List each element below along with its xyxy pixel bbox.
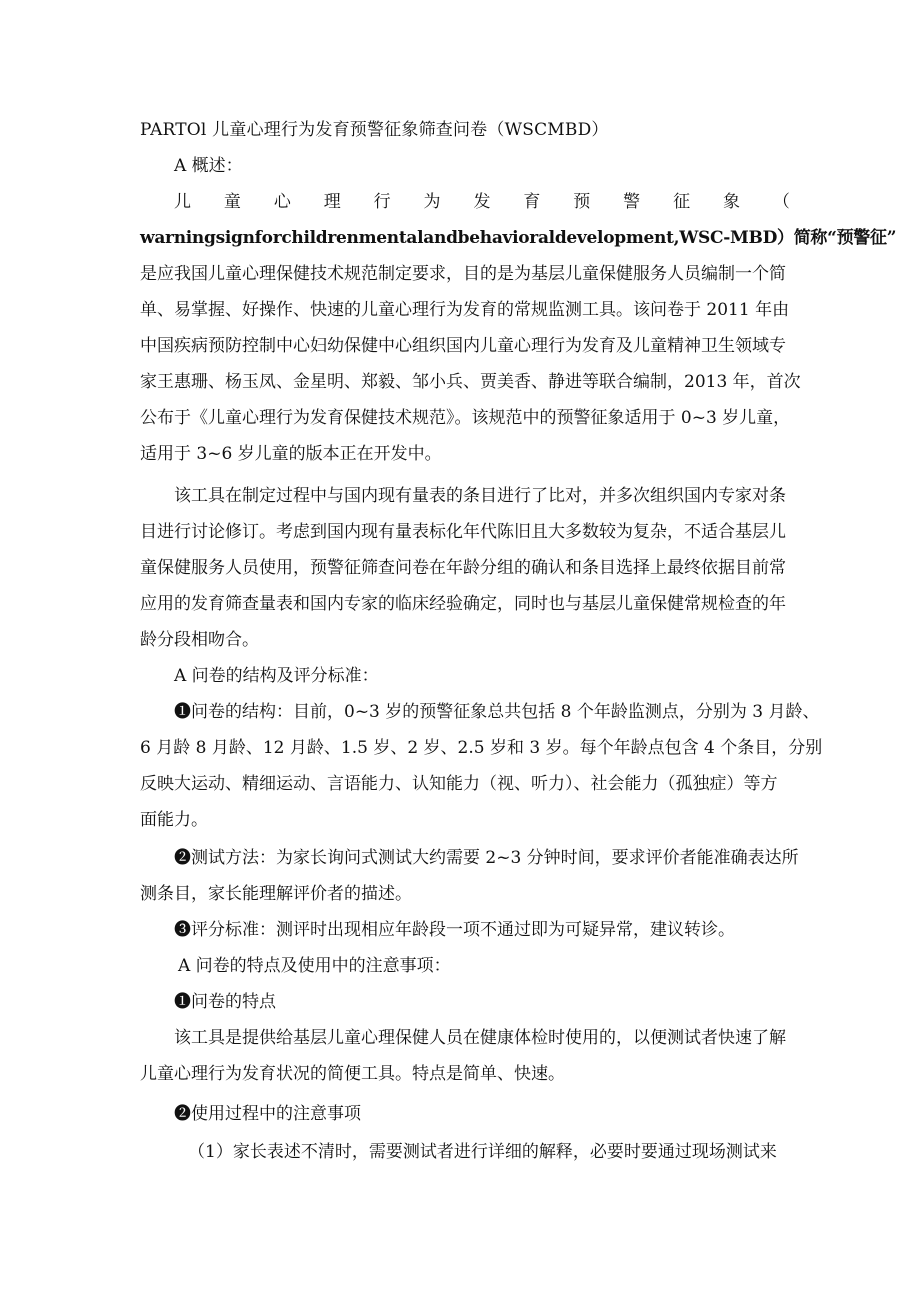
spread-char: （ (772, 192, 790, 212)
features-item2-line: （1）家长表述不清时，需要测试者进行详细的解释，必要时要通过现场测试来 (188, 1142, 777, 1162)
para2-line: 该工具在制定过程中与国内现有量表的条目进行了比对，并多次组织国内专家对条 (174, 486, 786, 506)
spread-char: 心 (273, 192, 291, 212)
overview-spread-line (174, 190, 790, 214)
spread-char: 儿 (174, 192, 191, 212)
spread-char: 发 (473, 192, 491, 212)
spread-char: 预 (573, 192, 591, 212)
structure-item1-line: 6 月龄 8 月龄、12 月龄、1.5 岁、2 岁、2.5 岁和 3 岁。每个年龄点包含 4 个条目，分别 (140, 738, 823, 758)
structure-item3: ❸评分标准：测评时出现相应年龄段一项不通过即为可疑异常，建议转诊。 (174, 920, 735, 940)
spread-char: 行 (373, 192, 391, 212)
spread-char: 征 (673, 192, 691, 212)
overview-line: 是应我国儿童心理保健技术规范制定要求，目的是为基层儿童保健服务人员编制一个简 (140, 264, 786, 284)
para2-line: 龄分段相吻合。 (140, 630, 259, 650)
document-title: PARTOl 儿童心理行为发育预警征象筛查问卷（WSCMBD） (140, 120, 609, 140)
spread-char: 为 (423, 192, 441, 212)
spread-char: 育 (523, 192, 541, 212)
features-item2-heading: ❷使用过程中的注意事项 (174, 1104, 361, 1124)
para2-line: 目进行讨论修订。考虑到国内现有量表标化年代陈旧且大多数较为复杂，不适合基层儿 (140, 522, 786, 542)
features-item1-line: 儿童心理行为发育状况的简便工具。特点是简单、快速。 (140, 1064, 565, 1084)
para2-line: 应用的发育筛查量表和国内专家的临床经验确定，同时也与基层儿童保健常规检查的年 (140, 594, 786, 614)
overview-line: 中国疾病预防控制中心妇幼保健中心组织国内儿童心理行为发育及儿童精神卫生领域专 (140, 336, 786, 356)
overview-line: 家王惠珊、杨玉凤、金星明、郑毅、邹小兵、贾美香、静进等联合编制，2013 年，首次 (140, 372, 801, 392)
spread-char: 警 (623, 192, 641, 212)
overview-heading: A 概述： (174, 156, 243, 176)
structure-item2-line: ❷测试方法：为家长询问式测试大约需要 2~3 分钟时间，要求评价者能准确表达所 (174, 848, 799, 868)
spread-char: 象 (722, 192, 740, 212)
structure-item1-line: 面能力。 (140, 810, 208, 830)
features-item1-line: 该工具是提供给基层儿童心理保健人员在健康体检时使用的，以便测试者快速了解 (174, 1028, 786, 1048)
spread-char: 童 (223, 192, 241, 212)
overview-line: 单、易掌握、好操作、快速的儿童心理行为发育的常规监测工具。该问卷于 2011 年由 (140, 300, 790, 320)
structure-heading: A 问卷的结构及评分标准： (174, 666, 379, 686)
overview-line: 适用于 3~6 岁儿童的版本正在开发中。 (140, 444, 442, 464)
overview-line: 公布于《儿童心理行为发育保健技术规范》。该规范中的预警征象适用于 0~3 岁儿童， (140, 408, 791, 428)
spread-char: 理 (323, 192, 341, 212)
features-item1-heading: ❶问卷的特点 (174, 992, 276, 1012)
overview-line: warningsignforchildrenmentalandbehavioraldevelopment,WSC-MBD）简称“预警征” (140, 228, 897, 248)
structure-item2-line: 测条目，家长能理解评价者的描述。 (140, 884, 412, 904)
structure-item1-line: ❶问卷的结构：目前，0~3 岁的预警征象总共包括 8 个年龄监测点，分别为 3 月龄、 (174, 702, 820, 722)
structure-item1-line: 反映大运动、精细运动、言语能力、认知能力（视、听力）、社会能力（孤独症）等方 (140, 774, 778, 794)
features-heading: A 问卷的特点及使用中的注意事项： (178, 956, 451, 976)
para2-line: 童保健服务人员使用，预警征筛查问卷在年龄分组的确认和条目选择上最终依据目前常 (140, 558, 786, 578)
